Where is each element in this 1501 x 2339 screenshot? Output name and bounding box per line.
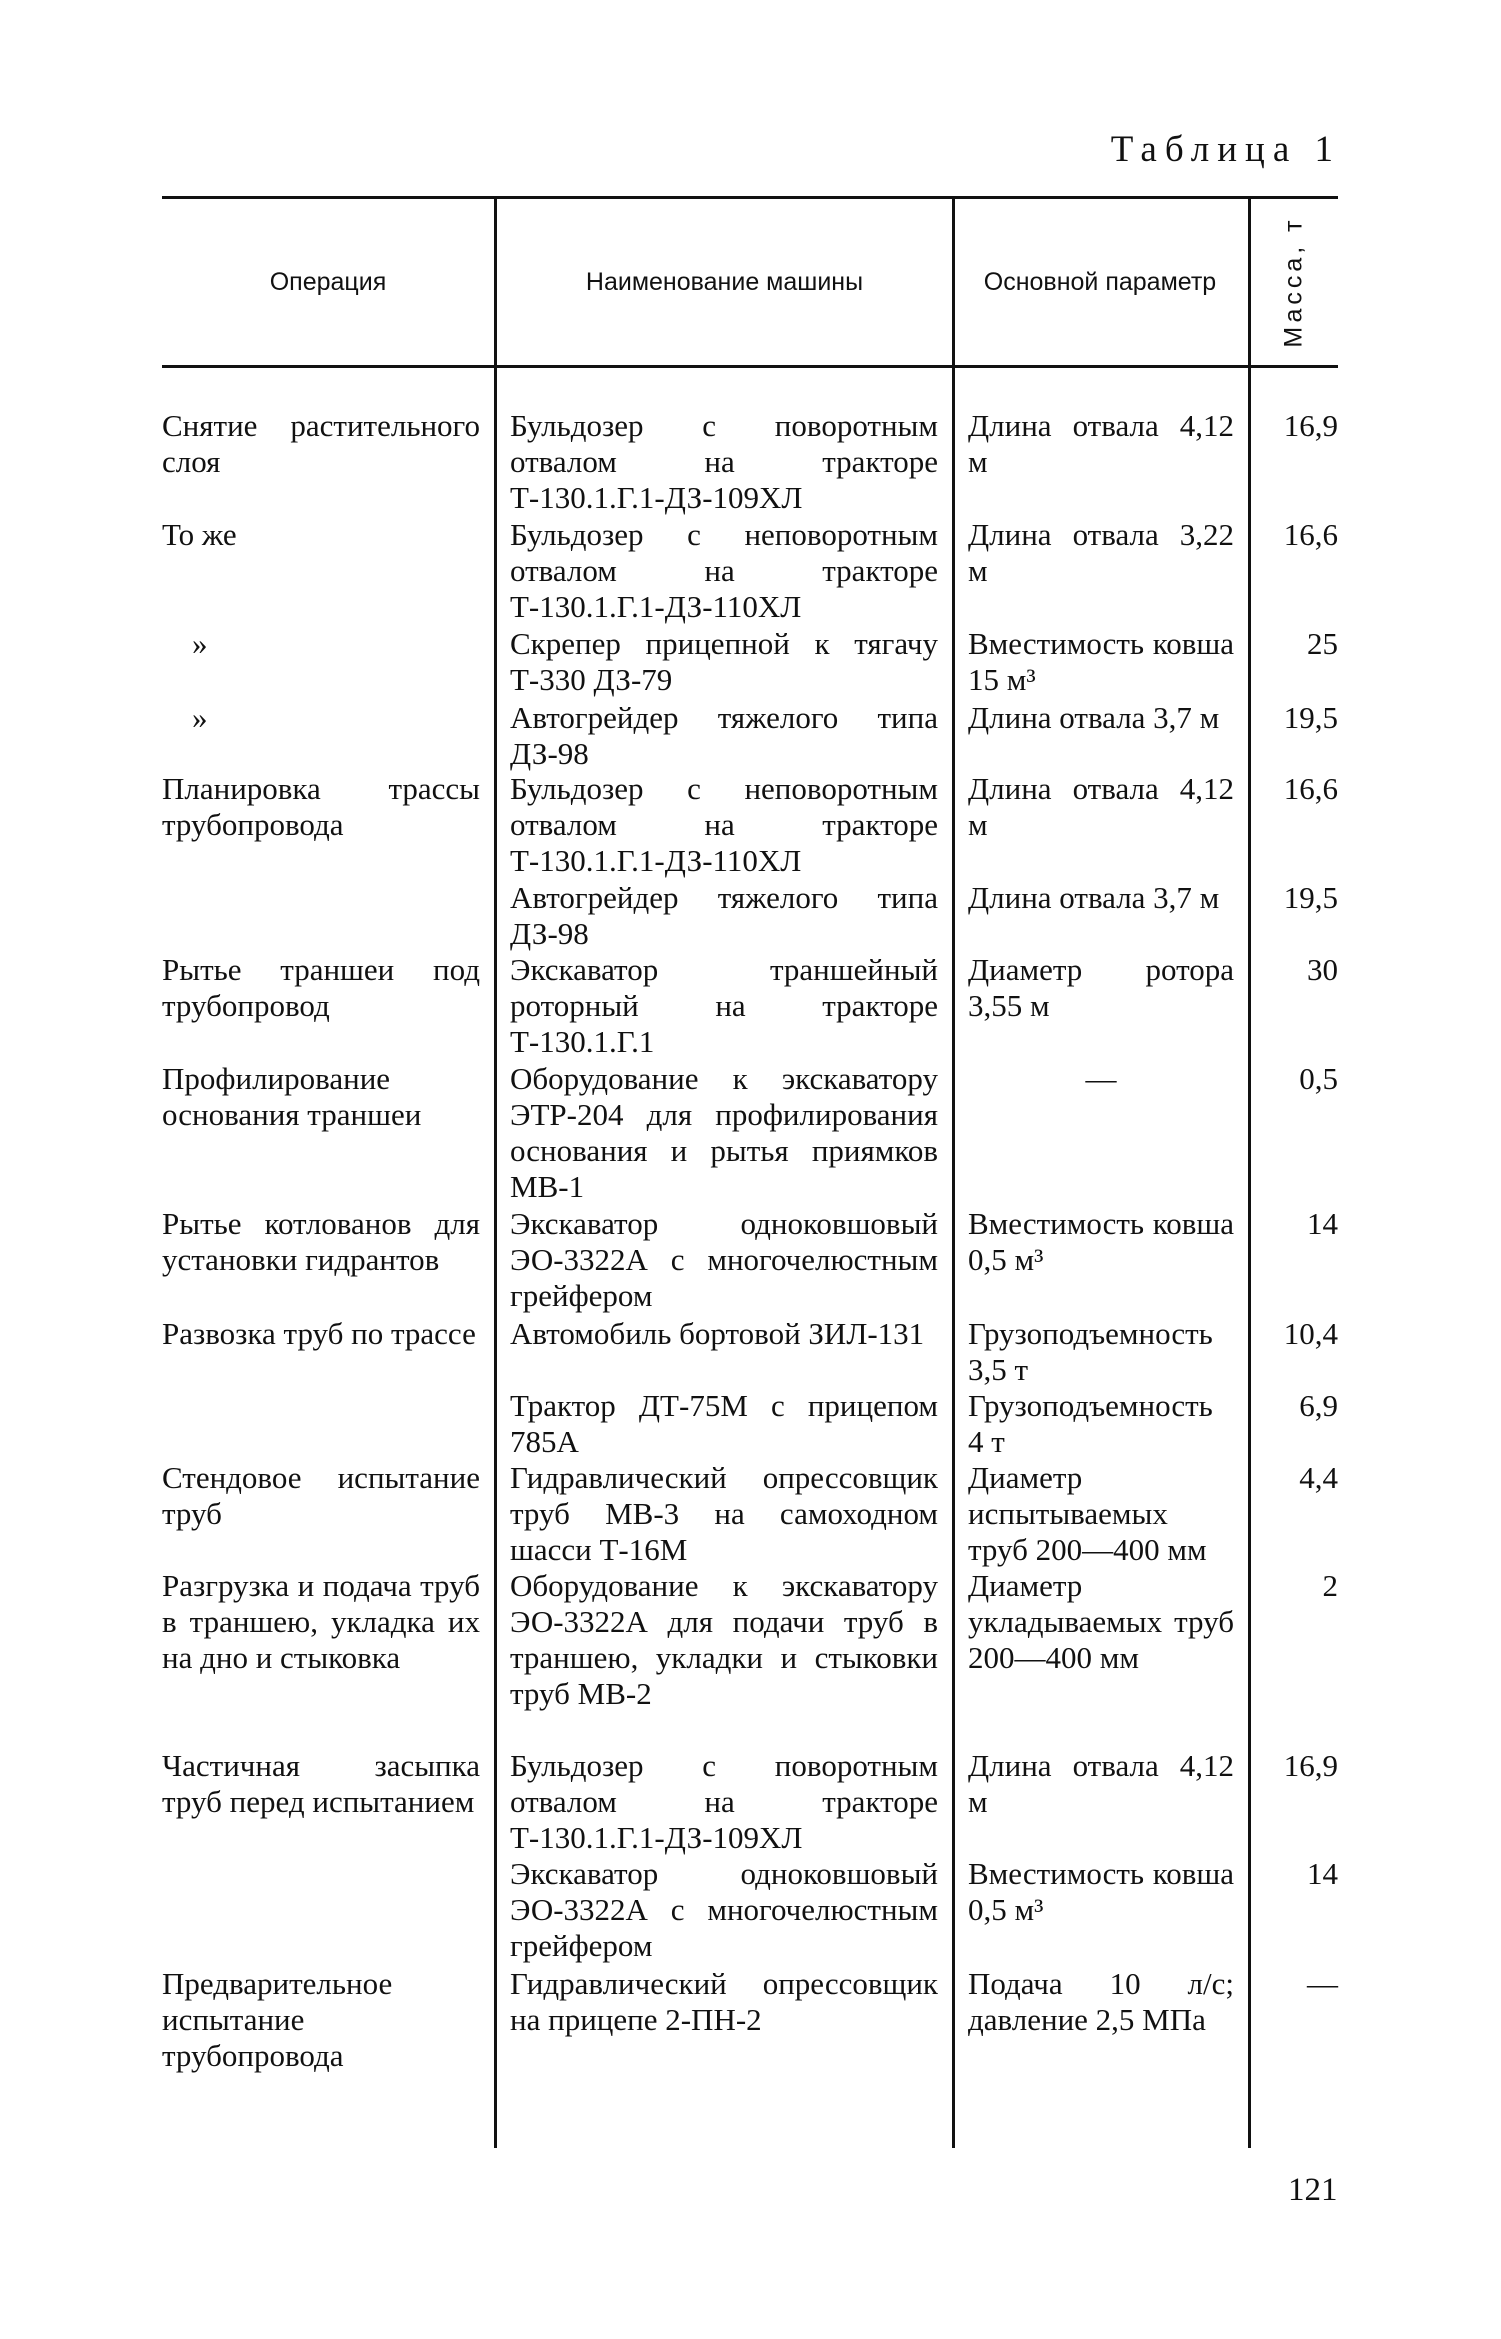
mass-cell: 16,9: [1283, 1748, 1338, 1783]
operation-cell: Рытье котлованов для установки гидрантов: [162, 1206, 480, 1277]
operation-cell: Предварительное испытание трубопровода: [162, 1966, 393, 2073]
machine-cell: Гидравлический опрессовщик на прицепе 2-ПН-2: [510, 1966, 938, 2037]
machine-cell: Бульдозер с поворотным отвалом на тракторе Т-130.1.Г.1-ДЗ-109ХЛ: [510, 1748, 938, 1855]
parameter-cell: Грузоподъемность 3,5 т: [968, 1316, 1213, 1387]
header-parameter: Основной параметр: [983, 267, 1217, 296]
operation-cell: Снятие растительного слоя: [162, 408, 480, 479]
mass-cell: 25: [1307, 626, 1338, 661]
mass-cell: 16,9: [1283, 408, 1338, 443]
machine-cell: Автогрейдер тяжелого типа ДЗ-98: [510, 880, 938, 951]
header-mass-label: Масса, т: [1279, 215, 1308, 348]
parameter-cell: —: [1085, 1061, 1117, 1096]
header-operation: Операция: [269, 267, 387, 296]
mass-cell: 19,5: [1283, 880, 1338, 915]
parameter-cell: Подача 10 л/с; давление 2,5 МПа: [968, 1966, 1234, 2037]
operation-cell: Планировка трассы трубопровода: [162, 771, 480, 842]
parameter-cell: Длина отвала 3,7 м: [968, 700, 1220, 735]
parameter-cell: Диаметр ротора 3,55 м: [968, 952, 1234, 1023]
operation-cell: Рытье траншеи под трубопровод: [162, 952, 480, 1023]
parameter-cell: Вместимость ковша 0,5 м³: [968, 1206, 1234, 1277]
machine-cell: Автомобиль бортовой ЗИЛ-131: [510, 1316, 925, 1351]
machine-cell: Бульдозер с неповоротным отвалом на тракторе Т-130.1.Г.1-ДЗ-110ХЛ: [510, 517, 938, 624]
mass-cell: 19,5: [1283, 700, 1338, 735]
machine-cell: Экскаватор одноковшовый ЭО-3322А с многочелюстным грейфером: [510, 1206, 938, 1313]
mass-cell: 4,4: [1299, 1460, 1338, 1495]
operation-cell: »: [192, 626, 208, 661]
header-mass: [1250, 198, 1338, 365]
column-divider-3: [1248, 198, 1251, 2148]
machine-cell: Экскаватор одноковшовый ЭО-3322А с многочелюстным грейфером: [510, 1856, 938, 1963]
machine-cell: Бульдозер с поворотным отвалом на тракторе Т-130.1.Г.1-ДЗ-109ХЛ: [510, 408, 938, 515]
mass-cell: 2: [1322, 1568, 1338, 1603]
parameter-cell: Длина отвала 4,12 м: [968, 771, 1234, 842]
parameter-cell: Длина отвала 3,7 м: [968, 880, 1220, 915]
table-caption: Таблица 1: [1110, 129, 1341, 170]
machine-cell: Экскаватор траншейный роторный на тракторе Т-130.1.Г.1: [510, 952, 938, 1059]
operation-cell: Развозка труб по трассе: [162, 1316, 476, 1351]
column-divider-2: [952, 198, 955, 2148]
machine-cell: Оборудование к экскаватору ЭО-3322А для подачи труб в траншею, укладки и стыковки труб МВ-2: [510, 1568, 938, 1711]
machine-cell: Оборудование к экскаватору ЭТР-204 для профилирования основания и рытья приямков МВ-1: [510, 1061, 938, 1204]
column-divider-1: [494, 198, 497, 2148]
operation-cell: Профилирование основания траншеи: [162, 1061, 422, 1132]
mass-cell: 10,4: [1283, 1316, 1338, 1351]
machine-cell: Трактор ДТ-75М с прицепом 785А: [510, 1388, 938, 1459]
operation-cell: Частичная засыпка труб перед испытанием: [162, 1748, 480, 1819]
mass-cell: 16,6: [1283, 771, 1338, 806]
machine-cell: Гидравлический опрессовщик труб МВ-3 на самоходном шасси Т-16М: [510, 1460, 938, 1567]
parameter-cell: Длина отвала 3,22 м: [968, 517, 1234, 588]
machine-cell: Автогрейдер тяжелого типа ДЗ-98: [510, 700, 938, 771]
parameter-cell: Длина отвала 4,12 м: [968, 1748, 1234, 1819]
header-machine: Наименование машины: [585, 267, 864, 296]
mass-cell: 14: [1307, 1856, 1338, 1891]
parameter-cell: Диаметр укладываемых труб 200—400 мм: [968, 1568, 1234, 1675]
mass-cell: 16,6: [1283, 517, 1338, 552]
parameter-cell: Вместимость ковша 0,5 м³: [968, 1856, 1234, 1927]
operation-cell: »: [192, 700, 208, 735]
operation-cell: Разгрузка и подача труб в траншею, укладка их на дно и стыковка: [162, 1568, 480, 1675]
machine-cell: Бульдозер с неповоротным отвалом на тракторе Т-130.1.Г.1-ДЗ-110ХЛ: [510, 771, 938, 878]
mass-cell: 0,5: [1299, 1061, 1338, 1096]
parameter-cell: Вместимость ковша 15 м³: [968, 626, 1234, 697]
parameter-cell: Диаметр испытываемых труб 200—400 мм: [968, 1460, 1207, 1567]
page-number: 121: [1288, 2172, 1338, 2208]
machine-cell: Скрепер прицепной к тягачу Т-330 ДЗ-79: [510, 626, 938, 697]
operation-cell: Стендовое испытание труб: [162, 1460, 480, 1531]
operation-cell: То же: [162, 517, 237, 552]
parameter-cell: Грузоподъемность 4 т: [968, 1388, 1213, 1459]
mass-cell: 6,9: [1299, 1388, 1338, 1423]
mass-cell: 30: [1307, 952, 1338, 987]
header-bottom-rule: [162, 365, 1338, 368]
mass-cell: —: [1307, 1966, 1338, 2001]
parameter-cell: Длина отвала 4,12 м: [968, 408, 1234, 479]
mass-cell: 14: [1307, 1206, 1338, 1241]
